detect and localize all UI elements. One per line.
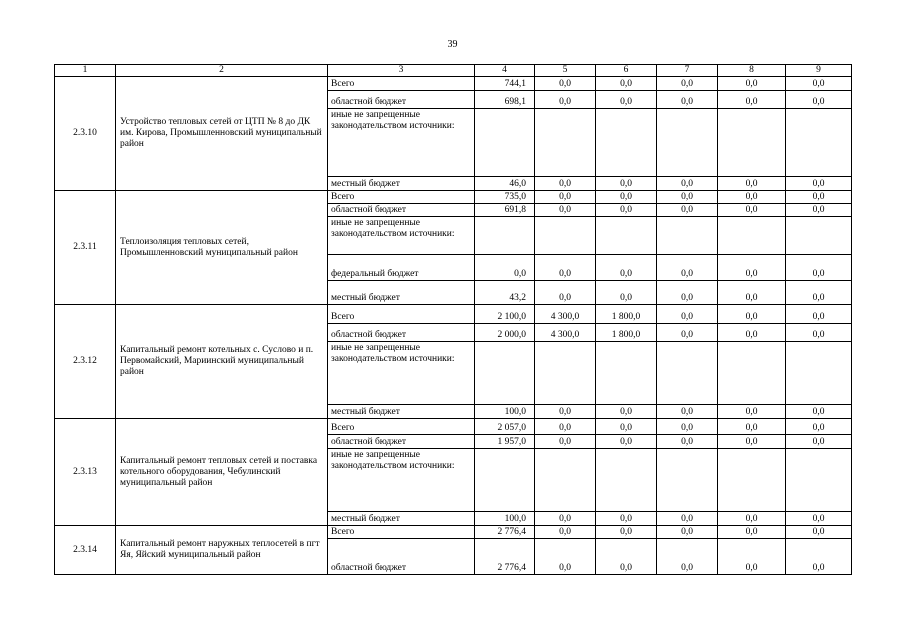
item-name: Капитальный ремонт наружных теплосетей в пгт Яя, Яйский муниципальный район [116,526,328,575]
amount-cell: 2 100,0 [475,305,535,324]
amount-cell: 0,0 [718,324,786,342]
table-row [55,305,852,324]
amount-cell: 0,0 [475,255,535,281]
amount-cell [475,109,535,177]
amount-cell: 0,0 [535,512,596,526]
amount-cell: 2 057,0 [475,419,535,435]
amount-cell: 0,0 [535,177,596,191]
budget-table [54,64,852,575]
amount-cell: 0,0 [535,405,596,419]
funding-source: областной бюджет [328,324,475,342]
table-row [55,526,852,539]
item-name: Устройство тепловых сетей от ЦТП № 8 до ДК им. Кирова, Промышленновский муниципальный район [116,77,328,191]
page-number: 39 [447,39,458,50]
amount-cell: 0,0 [535,204,596,217]
amount-cell [596,342,657,405]
column-header: 6 [596,65,657,77]
amount-cell: 0,0 [786,177,852,191]
amount-cell: 0,0 [718,281,786,305]
amount-cell: 0,0 [596,281,657,305]
amount-cell: 0,0 [657,191,718,204]
amount-cell: 0,0 [596,91,657,109]
amount-cell: 0,0 [596,204,657,217]
amount-cell: 0,0 [786,77,852,91]
funding-source: федеральный бюджет [328,255,475,281]
funding-source: иные не запрещенные законодательством источники: [328,217,475,255]
amount-cell: 0,0 [596,255,657,281]
item-name: Капитальный ремонт котельных с. Суслово и п. Первомайский, Мариинский муниципальный район [116,305,328,419]
amount-cell: 0,0 [786,435,852,449]
amount-cell: 0,0 [718,255,786,281]
amount-cell [535,217,596,255]
funding-source: местный бюджет [328,177,475,191]
amount-cell: 0,0 [657,91,718,109]
amount-cell: 0,0 [786,324,852,342]
amount-cell: 0,0 [718,512,786,526]
amount-cell: 0,0 [657,405,718,419]
funding-source: областной бюджет [328,435,475,449]
funding-source: областной бюджет [328,91,475,109]
amount-cell: 0,0 [596,405,657,419]
funding-source: иные не запрещенные законодательством источники: [328,109,475,177]
amount-cell: 0,0 [786,305,852,324]
amount-cell: 0,0 [657,305,718,324]
item-code: 2.3.11 [55,191,116,305]
amount-cell: 735,0 [475,191,535,204]
funding-source: иные не запрещенные законодательством источники: [328,342,475,405]
table-row [55,191,852,204]
amount-cell: 0,0 [596,435,657,449]
amount-cell: 0,0 [718,435,786,449]
amount-cell: 0,0 [718,405,786,419]
funding-source: местный бюджет [328,405,475,419]
amount-cell: 0,0 [596,526,657,539]
amount-cell: 0,0 [786,419,852,435]
funding-source: областной бюджет [328,204,475,217]
amount-cell: 0,0 [718,204,786,217]
amount-cell: 0,0 [657,419,718,435]
amount-cell: 0,0 [718,177,786,191]
amount-cell: 0,0 [596,419,657,435]
amount-cell: 0,0 [596,177,657,191]
item-code: 2.3.12 [55,305,116,419]
amount-cell [786,449,852,512]
amount-cell [596,449,657,512]
amount-cell: 43,2 [475,281,535,305]
amount-cell [657,217,718,255]
amount-cell: 2 776,4 [475,539,535,575]
amount-cell [657,342,718,405]
amount-cell: 0,0 [596,539,657,575]
column-header: 5 [535,65,596,77]
amount-cell [718,109,786,177]
table-row [55,419,852,435]
item-code: 2.3.10 [55,77,116,191]
amount-cell: 0,0 [718,77,786,91]
amount-cell: 0,0 [786,204,852,217]
amount-cell: 0,0 [596,512,657,526]
amount-cell [475,217,535,255]
amount-cell: 46,0 [475,177,535,191]
amount-cell [657,449,718,512]
amount-cell [786,109,852,177]
amount-cell [718,449,786,512]
item-name: Капитальный ремонт тепловых сетей и поставка котельного оборудования, Чебулинский муниципальный район [116,419,328,526]
amount-cell: 100,0 [475,512,535,526]
item-name: Теплоизоляция тепловых сетей, Промышленновский муниципальный район [116,191,328,305]
amount-cell: 744,1 [475,77,535,91]
amount-cell: 0,0 [535,191,596,204]
amount-cell [786,217,852,255]
amount-cell: 0,0 [718,191,786,204]
amount-cell: 691,8 [475,204,535,217]
amount-cell: 0,0 [657,539,718,575]
amount-cell [657,109,718,177]
column-header: 9 [786,65,852,77]
amount-cell: 0,0 [657,324,718,342]
amount-cell [596,109,657,177]
amount-cell: 4 300,0 [535,305,596,324]
amount-cell: 0,0 [718,419,786,435]
amount-cell [535,449,596,512]
amount-cell: 0,0 [786,405,852,419]
amount-cell: 0,0 [786,91,852,109]
column-header-row [55,65,852,77]
column-header: 1 [55,65,116,77]
amount-cell: 100,0 [475,405,535,419]
amount-cell: 698,1 [475,91,535,109]
amount-cell: 0,0 [535,91,596,109]
amount-cell: 0,0 [786,526,852,539]
funding-source: иные не запрещенные законодательством источники: [328,449,475,512]
amount-cell: 2 776,4 [475,526,535,539]
column-header: 3 [328,65,475,77]
amount-cell [718,217,786,255]
amount-cell: 0,0 [657,77,718,91]
amount-cell [786,342,852,405]
amount-cell: 0,0 [657,281,718,305]
amount-cell: 0,0 [535,255,596,281]
amount-cell: 4 300,0 [535,324,596,342]
funding-source: местный бюджет [328,512,475,526]
amount-cell: 0,0 [786,255,852,281]
amount-cell: 0,0 [535,77,596,91]
amount-cell: 0,0 [718,539,786,575]
amount-cell: 0,0 [786,539,852,575]
column-header: 4 [475,65,535,77]
amount-cell: 0,0 [718,526,786,539]
amount-cell [535,109,596,177]
amount-cell: 0,0 [657,512,718,526]
amount-cell: 0,0 [657,255,718,281]
funding-source: Всего [328,526,475,539]
funding-source: Всего [328,419,475,435]
amount-cell: 0,0 [718,305,786,324]
amount-cell: 1 957,0 [475,435,535,449]
amount-cell: 0,0 [786,191,852,204]
amount-cell: 0,0 [657,435,718,449]
amount-cell: 0,0 [535,419,596,435]
item-code: 2.3.14 [55,526,116,575]
table-row [55,77,852,91]
amount-cell: 0,0 [657,177,718,191]
funding-source: областной бюджет [328,539,475,575]
column-header: 8 [718,65,786,77]
amount-cell: 0,0 [535,526,596,539]
amount-cell: 0,0 [535,539,596,575]
amount-cell [596,217,657,255]
column-header: 7 [657,65,718,77]
amount-cell: 0,0 [596,191,657,204]
amount-cell [718,342,786,405]
amount-cell: 1 800,0 [596,305,657,324]
amount-cell: 0,0 [718,91,786,109]
amount-cell: 0,0 [786,512,852,526]
amount-cell: 0,0 [596,77,657,91]
funding-source: Всего [328,305,475,324]
column-header: 2 [116,65,328,77]
amount-cell: 0,0 [535,435,596,449]
funding-source: местный бюджет [328,281,475,305]
amount-cell: 1 800,0 [596,324,657,342]
amount-cell: 0,0 [657,526,718,539]
amount-cell: 2 000,0 [475,324,535,342]
funding-source: Всего [328,77,475,91]
item-code: 2.3.13 [55,419,116,526]
amount-cell: 0,0 [535,281,596,305]
funding-source: Всего [328,191,475,204]
amount-cell [475,449,535,512]
amount-cell: 0,0 [786,281,852,305]
amount-cell [475,342,535,405]
amount-cell [535,342,596,405]
amount-cell: 0,0 [657,204,718,217]
